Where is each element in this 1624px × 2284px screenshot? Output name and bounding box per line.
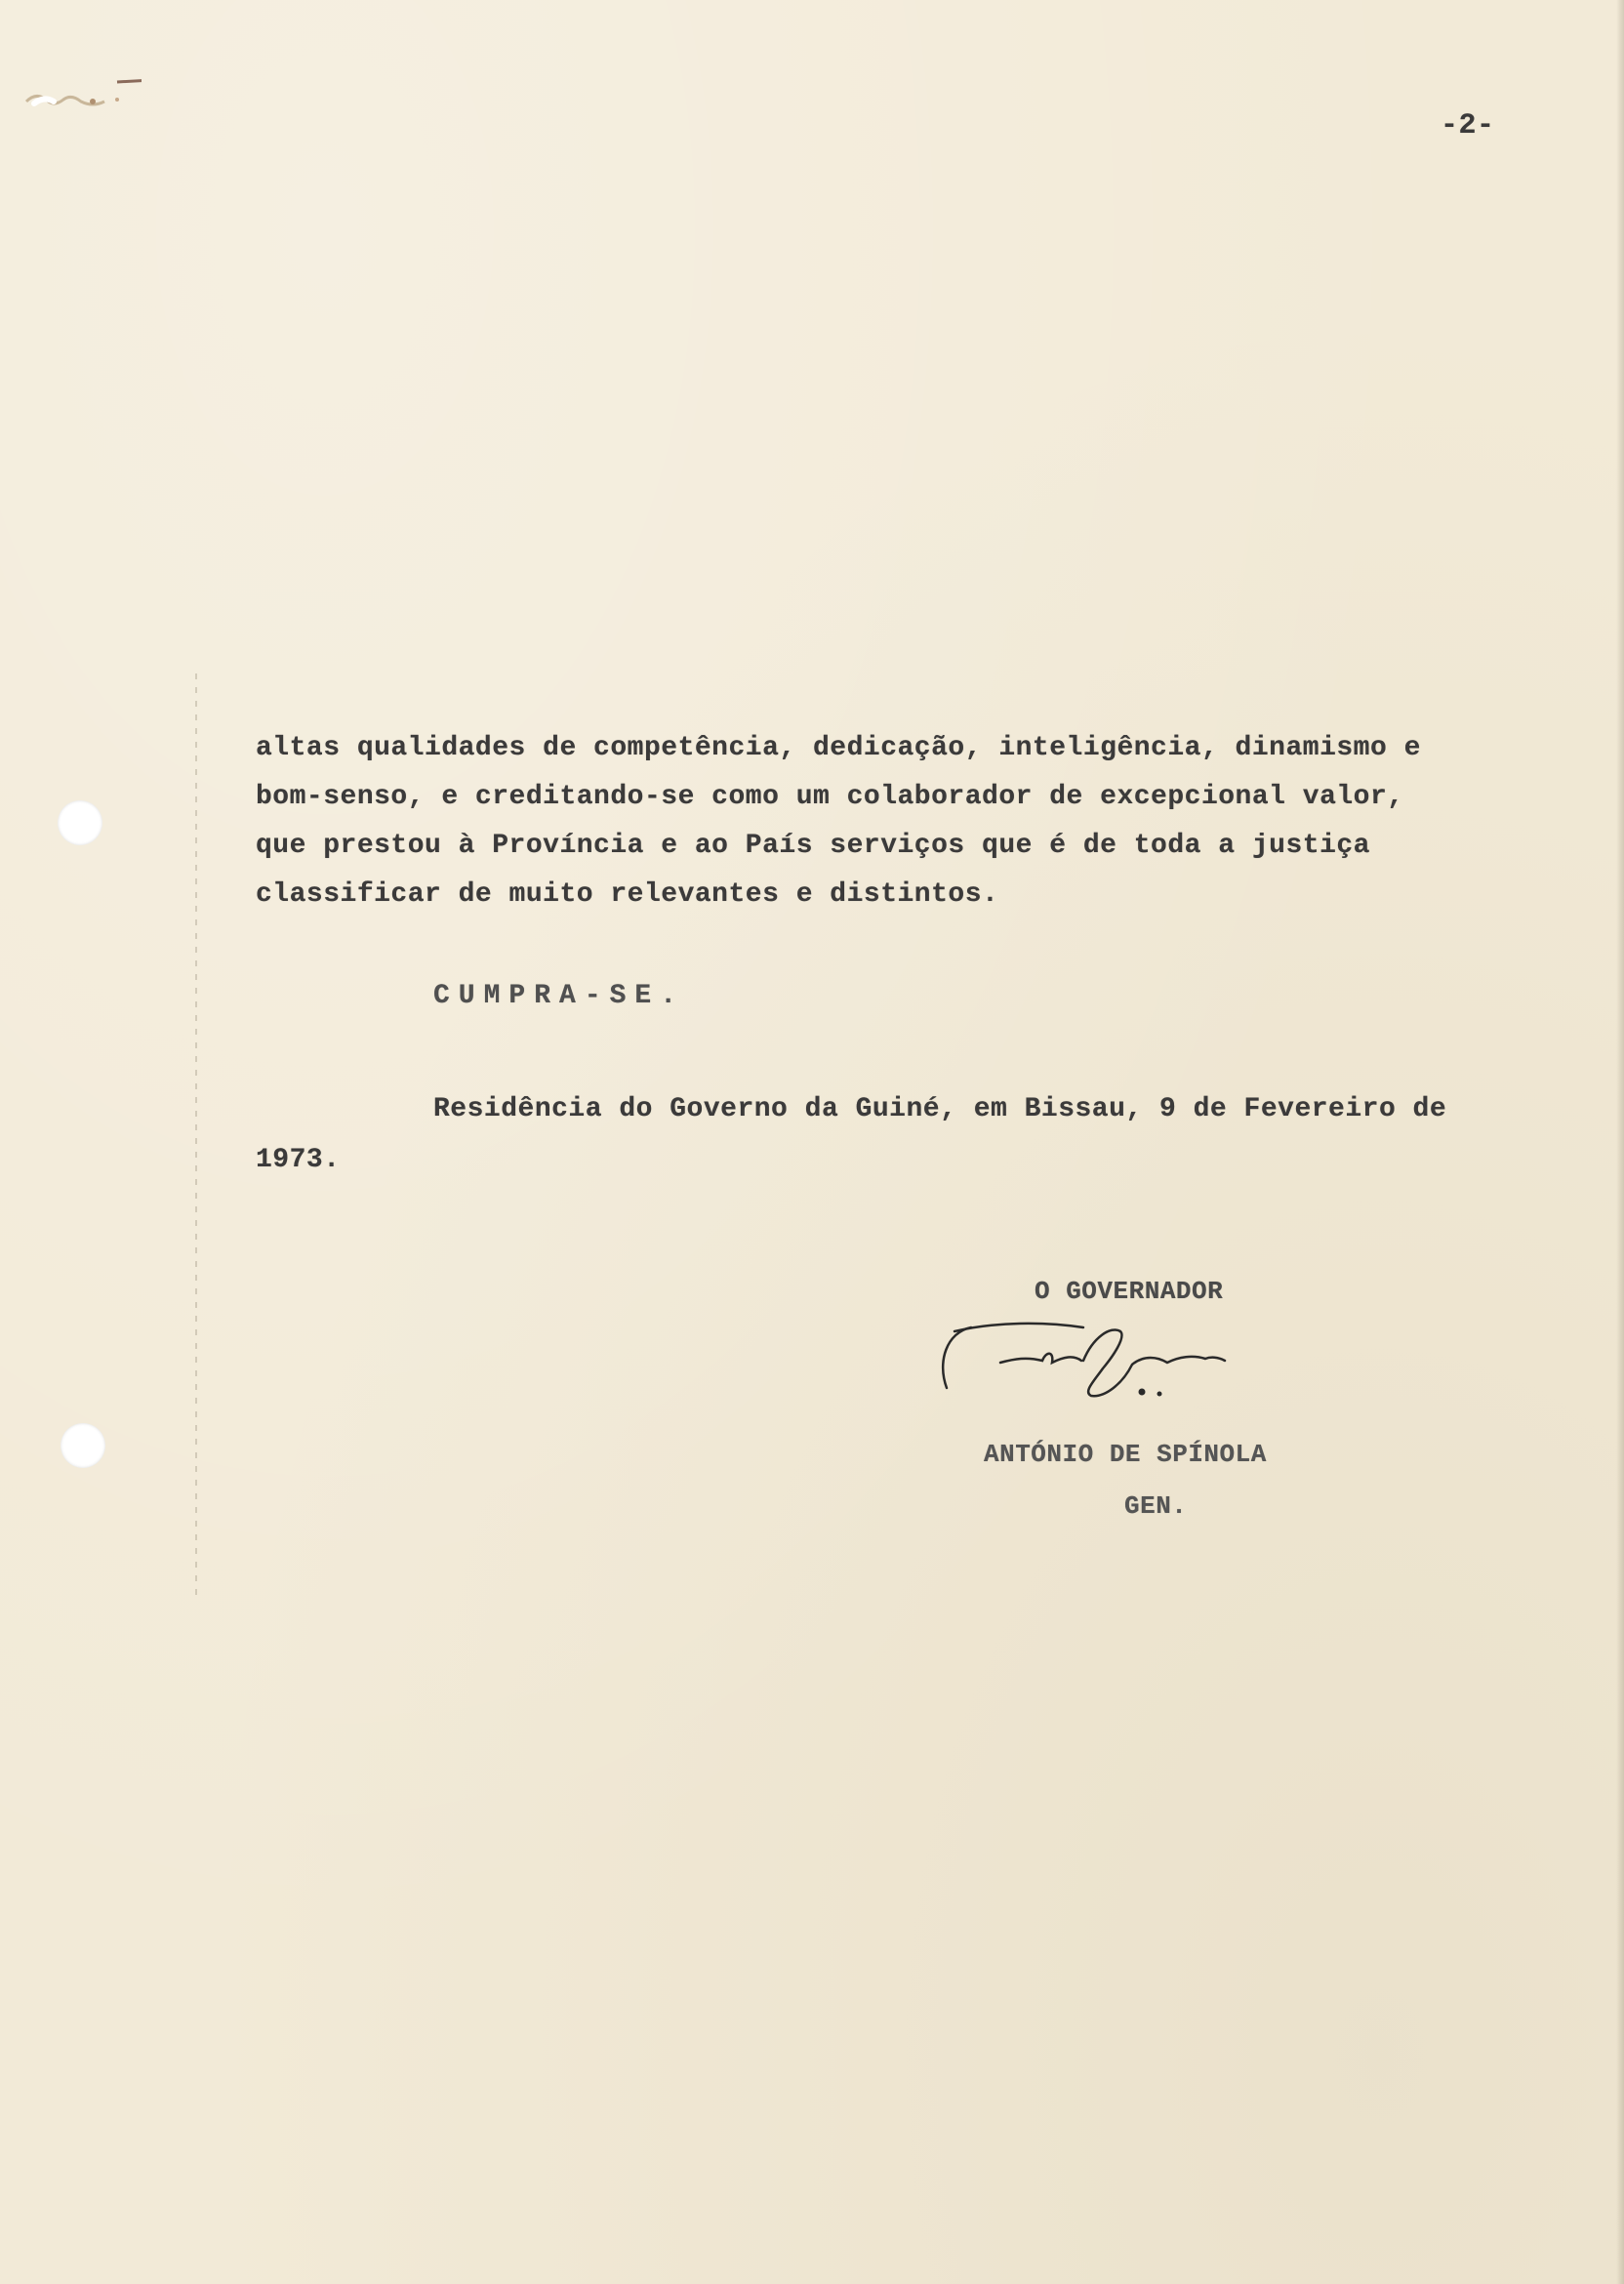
punch-hole-top [58,800,102,845]
cumpra-se-heading: CUMPRA-SE. [433,981,686,1011]
page-number: -2- [1441,109,1495,143]
body-text-line-1: altas qualidades de competência, dedicação, inteligência, dinamismo e [256,733,1421,763]
residencia-date-line: Residência do Governo da Guiné, em Bissau, 9 de Fevereiro de [433,1094,1447,1124]
body-text-line-4: classificar de muito relevantes e distintos. [256,879,999,910]
punch-hole-bottom [61,1423,105,1468]
corner-stain-icon [24,78,142,117]
paper-fold-crease [195,673,197,1601]
body-text-line-3: que prestou à Província e ao País serviços que é de toda a justiça [256,831,1370,861]
signer-rank: GEN. [1124,1491,1188,1521]
handwritten-signature-icon [937,1308,1279,1415]
page-edge-shadow [1616,0,1624,2284]
body-text-line-2: bom-senso, e creditando-se como um colaborador de excepcional valor, [256,782,1404,812]
year-line: 1973. [256,1145,341,1175]
governor-title: O GOVERNADOR [1035,1277,1224,1306]
signer-name: ANTÓNIO DE SPÍNOLA [984,1440,1267,1469]
